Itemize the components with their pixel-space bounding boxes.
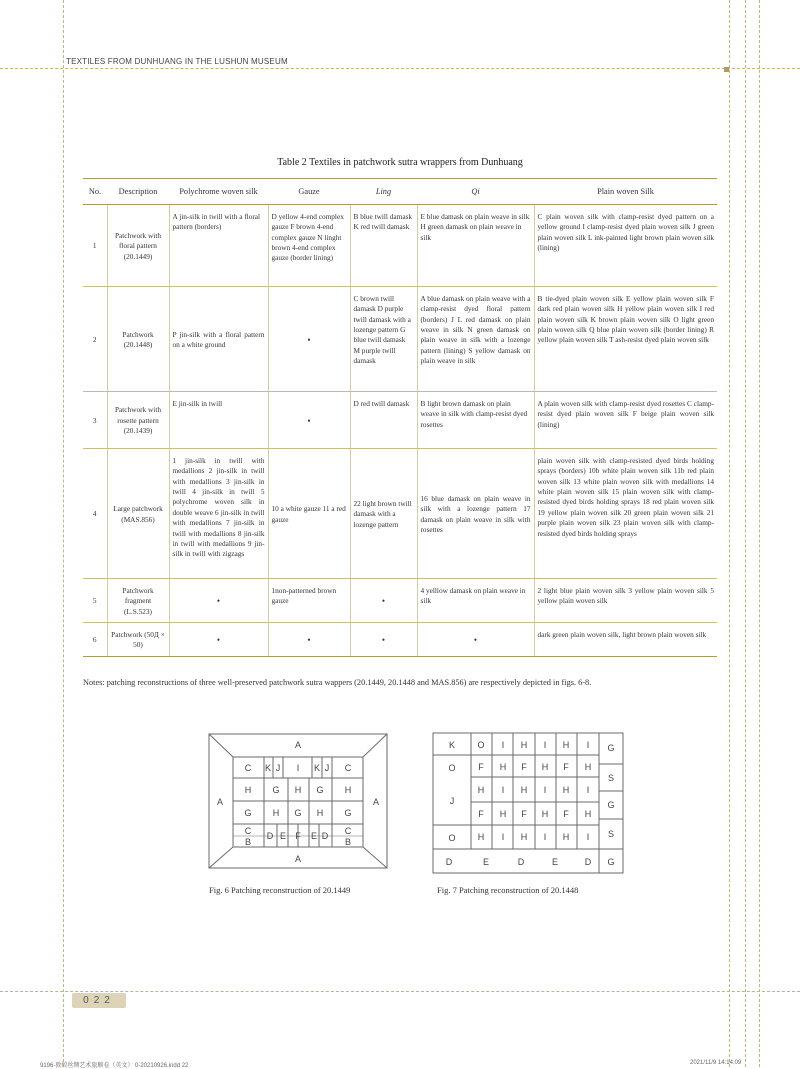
figure-7: [431, 731, 627, 882]
cell-polychrome: A jin-silk in twill with a floral pattern (borders): [169, 205, 268, 287]
fig7-cell: H: [584, 809, 592, 819]
fig7-cell: F: [563, 809, 569, 819]
cell-plain: A plain woven silk with clamp-resist dyed rosettes C clamp-resist dyed plain woven silk F beige plain woven silk (lining): [534, 392, 717, 449]
fig7-cell: H: [584, 762, 592, 772]
fig7-cell: D: [445, 857, 453, 867]
cell-plain: 2 light blue plain woven silk 3 yellow plain woven silk 5 yellow plain woven silk: [534, 579, 717, 623]
fig6-label-bottom: A: [294, 854, 302, 864]
cell-gauze: D yellow 4-end complex gauze F brown 4-end complex gauze N linght brown 4-end complex gauze (border lining): [268, 205, 350, 287]
footer-file-info: 9196-敦煌丝绸艺术旅顺卷（英文） 0-20210926.indd 22: [40, 1063, 189, 1069]
cell-description: Patchwork fragment (L.S.523): [107, 579, 169, 623]
running-header: TEXTILES FROM DUNHUANG IN THE LUSHUN MUSEUM: [66, 57, 288, 66]
cell-no: 6: [83, 623, 107, 657]
cell-description: Large patchwork (MAS.856): [107, 449, 169, 579]
col-header-qi: Qi: [417, 179, 534, 205]
figure-7-caption: Fig. 7 Patching reconstruction of 20.1448: [437, 885, 579, 895]
fig7-cell: O: [448, 763, 456, 773]
figure-7-diagram: [431, 731, 627, 877]
cell-qi: A blue damask on plain weave with a clamp-resist dyed floral pattern (borders) J L red damask on plain weave in silk N green damask on plain weave in silk with a lozenge pattern (lining) S yellow damask on plain weave in silk: [417, 287, 534, 392]
fig7-cell: G: [607, 857, 615, 867]
fig7-cell: I: [543, 740, 547, 750]
fig6-cell: G: [272, 785, 280, 795]
cell-ling: •: [350, 579, 417, 623]
fig6-cell: J: [324, 763, 330, 773]
fig6-cell: G: [294, 808, 302, 818]
page-number: 022: [72, 993, 126, 1008]
col-header-description: Description: [107, 179, 169, 205]
cell-ling: D red twill damask: [350, 392, 417, 449]
table-caption: Table 2 Textiles in patchwork sutra wrappers from Dunhuang: [277, 157, 523, 168]
fig6-cell: F: [295, 831, 301, 841]
fig6-cell: B: [344, 837, 352, 847]
fig7-cell: D: [517, 857, 525, 867]
fig7-cell: H: [477, 832, 485, 842]
fig7-cell: H: [562, 832, 570, 842]
col-header-gauze: Gauze: [268, 179, 350, 205]
cell-polychrome: E jin-silk in twill: [169, 392, 268, 449]
cell-polychrome: 1 jin-silk in twill with medallions 2 jin-silk in twill with medallions 3 jin-silk in twill 4 jin-silk in twill 5 polychrome woven silk in double weave 6 jin-silk in twill with medallions 7 jin-silk in twill with medallions 8 jin-silk in twill with medallions 9 jin-silk in twill with zigzags: [169, 449, 268, 579]
cell-gauze: 10 a white gauze 11 a red gauze: [268, 449, 350, 579]
cell-ling: 22 light brown twill damask with a lozenge pattern: [350, 449, 417, 579]
cell-plain: B tie-dyed plain woven silk E yellow plain woven silk F dark red plain woven silk H yellow plain woven silk I red plain woven silk K brown plain woven silk O light green plain woven silk Q blue plain woven silk (border lining) R yellow plain woven silk T ash-resist dyed plain woven silk: [534, 287, 717, 392]
fig7-cell: J: [449, 796, 455, 806]
col-header-plain: Plain woven Silk: [534, 179, 717, 205]
cell-qi: 4 yelllow damask on plain weave in silk: [417, 579, 534, 623]
fig7-cell: I: [586, 832, 590, 842]
fig7-cell: F: [478, 809, 484, 819]
bottom-dotted-rule: [0, 991, 800, 992]
fig7-cell: E: [551, 857, 559, 867]
fig7-cell: G: [607, 743, 615, 753]
fig6-cell: G: [244, 808, 252, 818]
fig7-cell: H: [520, 832, 528, 842]
fig7-cell: F: [521, 762, 527, 772]
fig6-cell: H: [316, 808, 324, 818]
cell-description: Patchwork (50Д × 50): [107, 623, 169, 657]
fig6-cell: D: [266, 831, 274, 841]
cell-gauze: •: [268, 392, 350, 449]
fig6-cell: H: [244, 785, 252, 795]
cell-plain: dark green plain woven silk, light brown plain woven silk: [534, 623, 717, 657]
fig6-cell: C: [244, 826, 252, 836]
fig7-cell: O: [477, 740, 485, 750]
fig6-label-right: A: [372, 797, 380, 807]
fig6-cell: K: [264, 763, 272, 773]
cell-no: 4: [83, 449, 107, 579]
fig7-cell: I: [586, 740, 590, 750]
cell-gauze: •: [268, 287, 350, 392]
figure-6-caption: Fig. 6 Patching reconstruction of 20.1449: [209, 885, 351, 895]
cell-plain: plain woven silk with clamp-resisted dyed birds holding sprays (borders) 10b white plain woven silk 11b red plain woven silk 13 white plain woven silk with medallions 14 white plain woven silk 15 plain woven silk with clamp-resisted dyed birds holding sprays 18 red plain woven silk 19 yellow plain woven silk 20 green plain woven silk 21 purple plain woven silk 23 plain woven silk with clamp-resisted dyed birds holding sprays: [534, 449, 717, 579]
table-row: [83, 449, 717, 579]
fig6-cell: E: [310, 831, 318, 841]
fig6-cell: J: [275, 763, 281, 773]
fig7-cell: H: [499, 809, 507, 819]
cell-qi: B light brown damask on plain weave in silk with clamp-resist dyed rosettes: [417, 392, 534, 449]
col-header-no: No.: [83, 179, 107, 205]
fig6-label-top: A: [294, 740, 302, 750]
fig7-cell: D: [584, 857, 592, 867]
fig7-cell: K: [448, 740, 456, 750]
cell-gauze: 1non-patterned brown gauze: [268, 579, 350, 623]
fig7-cell: I: [501, 785, 505, 795]
fig6-cell: H: [272, 808, 280, 818]
cell-qi: 16 blue damask on plain weave in silk with a lozenge pattern 17 damask on plain weave in silk with rosettes: [417, 449, 534, 579]
table-row: [83, 287, 717, 392]
cell-ling: •: [350, 623, 417, 657]
cell-description: Patchwork with rosette pattern (20.1439): [107, 392, 169, 449]
fig6-cell: I: [296, 763, 300, 773]
fig6-cell: D: [321, 831, 329, 841]
corner-marker: [724, 67, 729, 72]
fig7-cell: H: [562, 740, 570, 750]
table-row: [83, 392, 717, 449]
cell-qi: •: [417, 623, 534, 657]
fig7-cell: F: [563, 762, 569, 772]
fig7-cell: H: [520, 785, 528, 795]
cell-no: 2: [83, 287, 107, 392]
cell-description: Patchwork with floral pattern (20.1449): [107, 205, 169, 287]
fig6-cell: H: [294, 785, 302, 795]
cell-ling: C brown twill damask D purple twill damask with a lozenge pattern G blue twill damask M purple twill damask: [350, 287, 417, 392]
fig7-cell: I: [501, 740, 505, 750]
footer-timestamp: 2021/11/9 14:14:09: [690, 1060, 742, 1066]
fig7-cell: I: [586, 785, 590, 795]
fig7-cell: S: [607, 829, 615, 839]
fig7-cell: H: [562, 785, 570, 795]
fig6-cell: E: [279, 831, 287, 841]
fig7-cell: E: [482, 857, 490, 867]
table-notes: Notes: patching reconstructions of three well-preserved patchwork sutra wappers (20.1449, 20.1448 and MAS.856) are respectively depicted in figs. 6-8.: [83, 678, 592, 687]
table-row: [83, 623, 717, 657]
fig6-cell: C: [344, 826, 352, 836]
fig6-cell: G: [316, 785, 324, 795]
cell-ling: B blue twill damask K red twill damask: [350, 205, 417, 287]
fig7-cell: G: [607, 800, 615, 810]
fig7-cell: F: [521, 809, 527, 819]
fig7-cell: H: [477, 785, 485, 795]
fig7-cell: I: [543, 785, 547, 795]
fig7-cell: F: [478, 762, 484, 772]
col-header-polychrome: Polychrome woven silk: [169, 179, 268, 205]
fig7-cell: H: [499, 762, 507, 772]
cell-qi: E blue damask on plain weave in silk H green damask on plain weave in silk: [417, 205, 534, 287]
col-header-ling: Ling: [350, 179, 417, 205]
fig7-cell: H: [520, 740, 528, 750]
fig7-cell: I: [501, 832, 505, 842]
figure-6: [206, 731, 390, 876]
cell-no: 1: [83, 205, 107, 287]
fig7-cell: H: [541, 762, 549, 772]
fig7-cell: O: [448, 833, 456, 843]
fig6-cell: C: [244, 763, 252, 773]
cell-polychrome: P jin-silk with a floral pattern on a white ground: [169, 287, 268, 392]
fig6-label-left: A: [216, 797, 224, 807]
fig6-cell: K: [313, 763, 321, 773]
cell-plain: C plain woven silk with clamp-resist dyed pattern on a yellow ground I clamp-resist dyed plain woven silk J green plain woven silk L ink-painted light brown plain woven silk (lining): [534, 205, 717, 287]
fig6-cell: H: [344, 785, 352, 795]
fig6-cell: C: [344, 763, 352, 773]
cell-no: 5: [83, 579, 107, 623]
table-row: [83, 205, 717, 287]
fig6-cell: G: [344, 808, 352, 818]
cell-polychrome: •: [169, 623, 268, 657]
cell-gauze: •: [268, 623, 350, 657]
figure-6-diagram: [206, 731, 390, 871]
table-row: [83, 579, 717, 623]
table-header-row: [83, 179, 717, 205]
top-dotted-rule: [0, 68, 800, 69]
fig7-cell: S: [607, 773, 615, 783]
cell-no: 3: [83, 392, 107, 449]
fig7-cell: H: [541, 809, 549, 819]
cell-description: Patchwork (20.1448): [107, 287, 169, 392]
cell-polychrome: •: [169, 579, 268, 623]
fig7-cell: I: [543, 832, 547, 842]
fig6-cell: B: [244, 837, 252, 847]
textiles-table: [83, 178, 717, 657]
